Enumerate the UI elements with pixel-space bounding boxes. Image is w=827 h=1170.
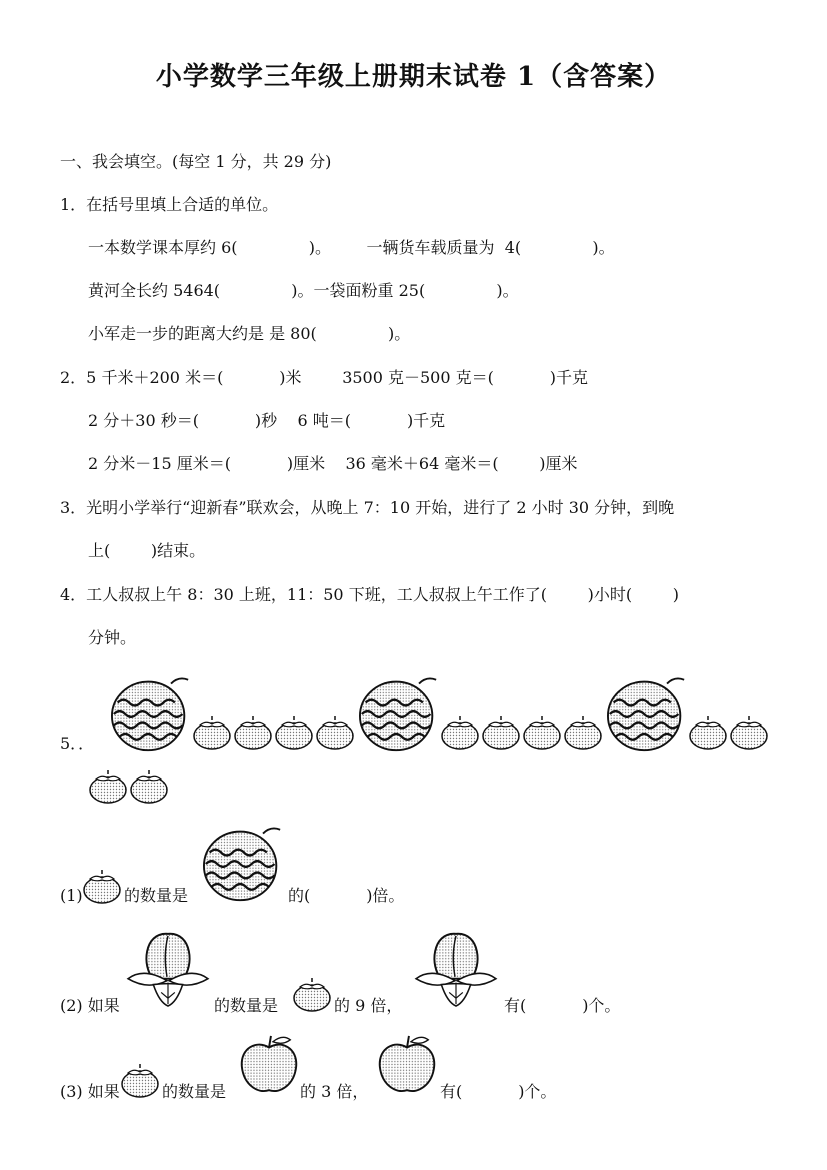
persimmon-icon [274, 716, 314, 750]
question-2-line-3: 2 分米－15 厘米＝( )厘米 36 毫米＋64 毫米＝( )厘米 [88, 454, 578, 473]
sub-question-1-mid: 的数量是 [124, 886, 189, 905]
question-4-line-1: 4．工人叔叔上午 8：30 上班，11：50 下班，工人叔叔上午工作了( )小时( ) [60, 585, 680, 604]
persimmon-icon [192, 716, 232, 750]
question-1-line-2: 黄河全长约 5464( )。一袋面粉重 25( )。 [88, 281, 519, 300]
question-3-line-1: 3．光明小学举行“迎新春”联欢会，从晚上 7：10 开始，进行了 2 小时 30 分钟，到晚 [60, 498, 675, 517]
sub-question-2-mid: 的数量是 [214, 996, 279, 1015]
persimmon-icon [233, 716, 273, 750]
watermelon-icon [604, 674, 690, 754]
sub-question-3-mid: 的数量是 [162, 1082, 227, 1101]
sub-question-2-times: 的 9 倍， [334, 996, 403, 1015]
question-2-line-1: 2．5 千米＋200 米＝( )米 3500 克－500 克＝( )千克 [60, 368, 589, 387]
persimmon-icon [292, 978, 332, 1012]
apple-icon [238, 1034, 300, 1096]
question-1-line-3: 小军走一步的距离大约是 是 80( )。 [88, 324, 411, 343]
question-1-line-1: 一本数学课本厚约 6( )。 一辆货车载质量为 4( )。 [88, 238, 615, 257]
question-4-line-2: 分钟。 [88, 628, 137, 647]
apple-icon [376, 1034, 438, 1096]
sub-question-1-suffix: 的( )倍。 [288, 886, 405, 905]
sub-question-2-prefix: (2) 如果 [60, 996, 120, 1015]
question-1-stem: 1．在括号里填上合适的单位。 [60, 195, 279, 214]
watermelon-icon [200, 824, 286, 904]
peach-icon [412, 928, 500, 1008]
sub-question-3-suffix: 有( )个。 [440, 1082, 557, 1101]
sub-question-3-prefix: (3) 如果 [60, 1082, 120, 1101]
question-2-line-2: 2 分＋30 秒＝( )秒 6 吨＝( )千克 [88, 411, 446, 430]
persimmon-icon [440, 716, 480, 750]
sub-question-2-suffix: 有( )个。 [504, 996, 621, 1015]
persimmon-icon [82, 870, 122, 904]
watermelon-icon [356, 674, 442, 754]
persimmon-icon [729, 716, 769, 750]
question-3-line-2: 上( )结束。 [88, 541, 206, 560]
peach-icon [124, 928, 212, 1008]
page-title: 小学数学三年级上册期末试卷 1（含答案） [155, 62, 672, 92]
persimmon-icon [563, 716, 603, 750]
sub-question-1-prefix: (1) [60, 886, 83, 905]
persimmon-icon [522, 716, 562, 750]
section-heading: 一、我会填空。(每空 1 分，共 29 分) [60, 152, 332, 171]
question-5-label: 5．． [60, 734, 95, 753]
persimmon-icon [481, 716, 521, 750]
persimmon-icon [315, 716, 355, 750]
persimmon-icon [129, 770, 169, 804]
persimmon-icon [88, 770, 128, 804]
sub-question-3-times: 的 3 倍， [300, 1082, 369, 1101]
persimmon-icon [120, 1064, 160, 1098]
persimmon-icon [688, 716, 728, 750]
watermelon-icon [108, 674, 194, 754]
